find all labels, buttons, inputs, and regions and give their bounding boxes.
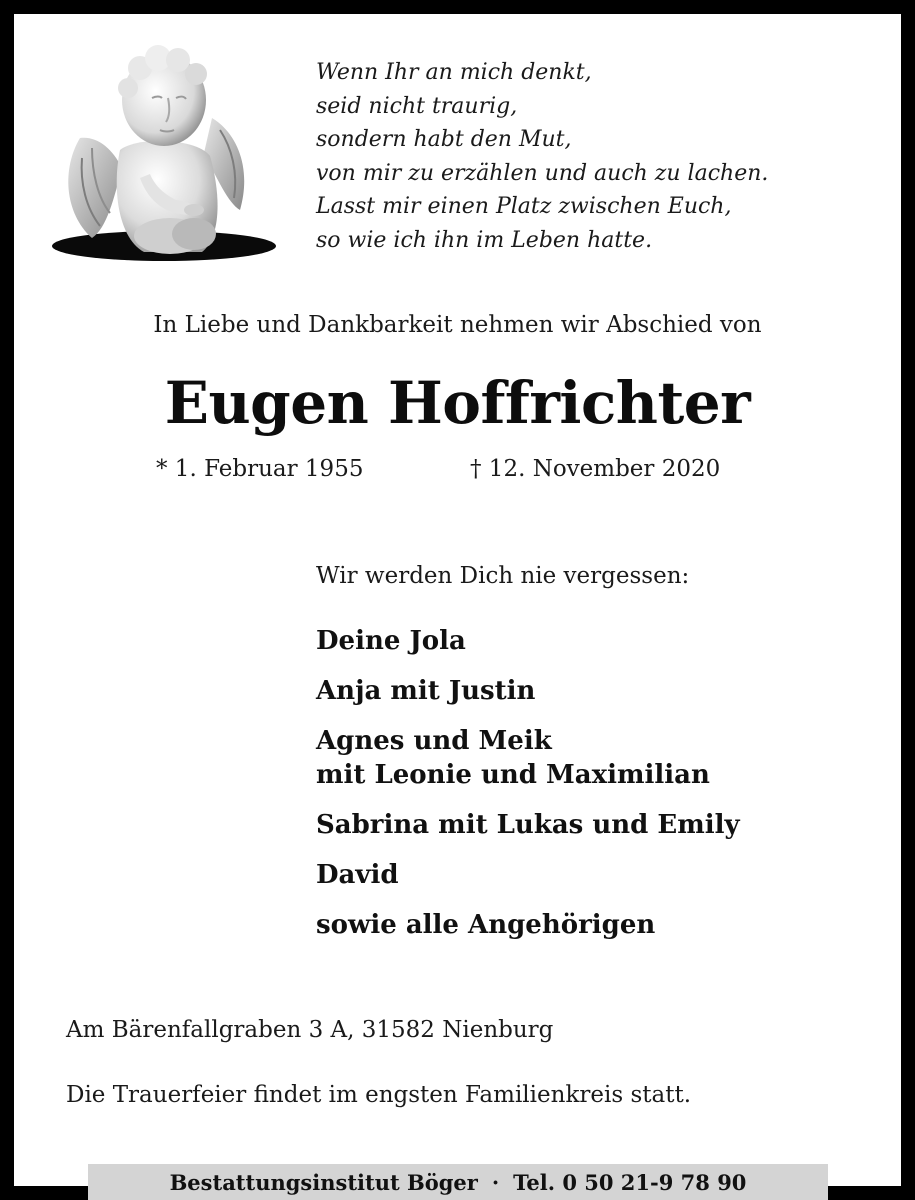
poem-line: Lasst mir einen Platz zwischen Euch,: [316, 194, 732, 219]
deceased-name: Eugen Hoffrichter: [164, 369, 751, 437]
mourner-entry: [316, 622, 740, 660]
funeral-home-name: Bestattungsinstitut Böger: [169, 1169, 478, 1195]
birth-date: * 1. Februar 1955: [156, 456, 364, 482]
angel-statue-icon: [52, 38, 288, 270]
poem-line: von mir zu erzählen und auch zu lachen.: [316, 160, 769, 186]
never-forget-line: Wir werden Dich nie vergessen:: [316, 563, 690, 589]
poem-line: seid nicht traurig,: [316, 93, 518, 119]
mourner-line: sowie alle Angehörigen: [316, 910, 656, 940]
mourner-line: Agnes und Meik: [316, 726, 552, 756]
mourner-entry: [316, 906, 740, 944]
mourners-list: [316, 622, 740, 956]
mourner-line: Anja mit Justin: [316, 676, 536, 706]
funeral-home-footer: [88, 1164, 828, 1200]
poem: [316, 56, 896, 257]
mourner-line: Deine Jola: [316, 626, 466, 656]
farewell-intro: In Liebe und Dankbarkeit nehmen wir Abschied von: [153, 312, 762, 338]
mourner-entry: [316, 722, 740, 794]
poem-line: so wie ich ihn im Leben hatte.: [316, 227, 653, 253]
mourner-line: David: [316, 860, 399, 890]
mourner-entry: [316, 856, 740, 894]
mourner-line: Sabrina mit Lukas und Emily: [316, 810, 740, 840]
poem-line: Wenn Ihr an mich denkt,: [316, 60, 592, 85]
footer-separator: ·: [491, 1169, 500, 1195]
address: Am Bärenfallgraben 3 A, 31582 Nienburg: [66, 1017, 554, 1043]
mourner-entry: [316, 806, 740, 844]
mourner-line: mit Leonie und Maximilian: [316, 760, 710, 790]
mourner-entry: [316, 672, 740, 710]
ceremony-note: Die Trauerfeier findet im engsten Familienkreis statt.: [66, 1082, 692, 1108]
death-date: † 12. November 2020: [470, 456, 721, 482]
poem-line: sondern habt den Mut,: [316, 127, 572, 152]
funeral-home-phone: Tel. 0 50 21-9 78 90: [513, 1169, 747, 1195]
